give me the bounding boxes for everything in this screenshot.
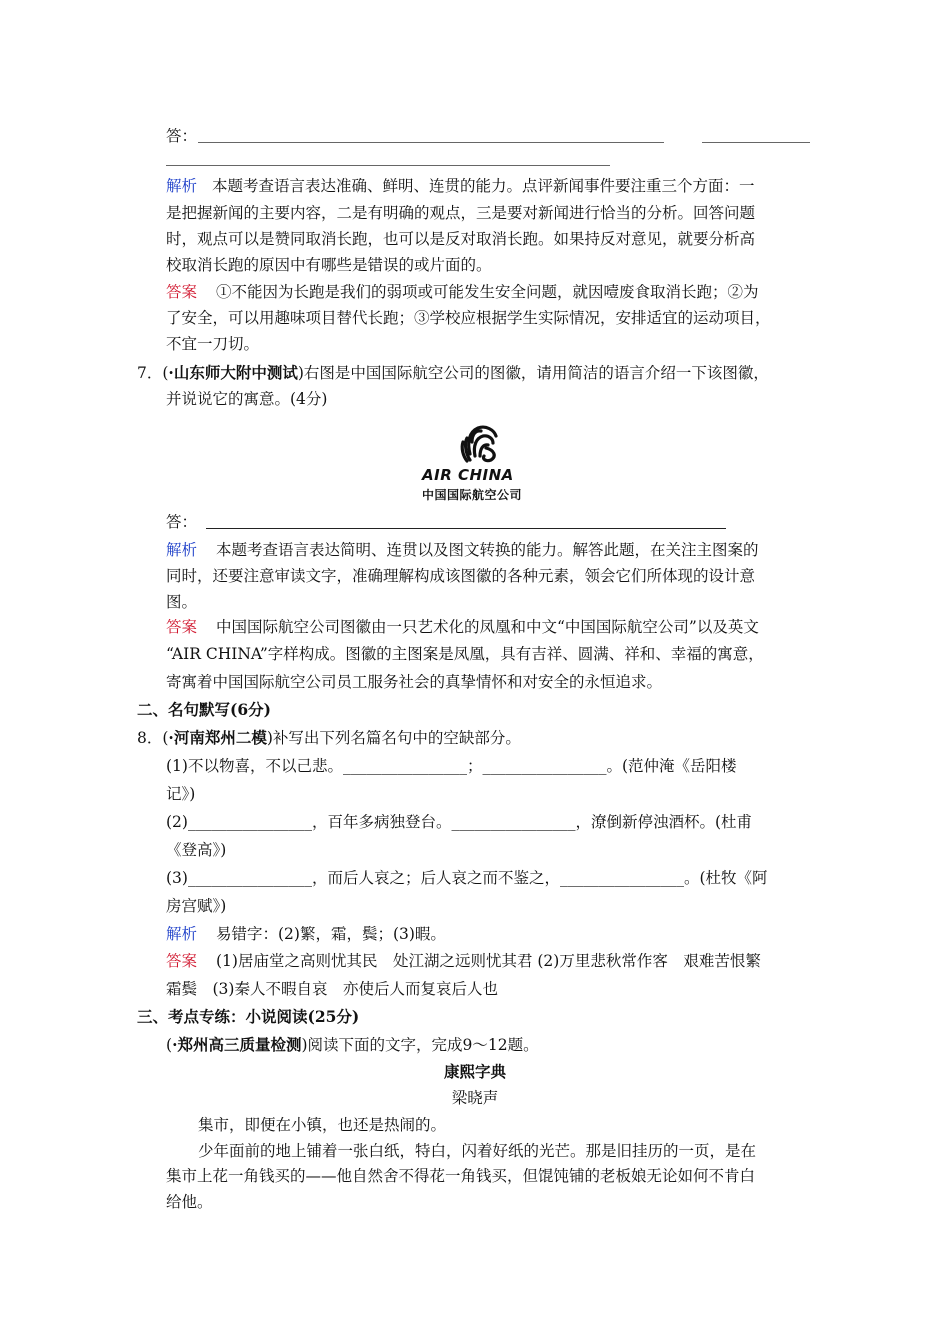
- key-text: “AIR CHINA”字样构成。图徽的主图案是凤凰，具有吉祥、圆满、祥和、幸福的寓意，: [166, 645, 764, 663]
- answer-line: [198, 142, 664, 143]
- key-text: 寄寓着中国国际航空公司员工服务社会的真挚情怀和对安全的永恒追求。: [166, 673, 663, 691]
- analysis-text: 图。: [166, 593, 198, 611]
- key-text: 霜鬓 (3)秦人不暇自哀 亦使后人而复哀后人也: [166, 980, 498, 998]
- key-label: 答案: [166, 618, 198, 636]
- question-source: ·河南郑州二模: [168, 728, 267, 747]
- item-1: (1)不以物喜，不以己悲。________________；________________。(范仲淹《岳阳楼: [166, 757, 737, 775]
- story-title: 康熙字典: [443, 1063, 506, 1081]
- section-heading: 三、考点专练：小说阅读(25分): [137, 1007, 360, 1026]
- story-paragraph: 给他。: [166, 1193, 213, 1211]
- air-china-logo: [420, 416, 535, 506]
- analysis-text: 本题考查语言表达准确、鲜明、连贯的能力。点评新闻事件要注重三个方面：一: [212, 177, 755, 195]
- question-number: 7．(: [137, 364, 169, 382]
- intro-source: ·郑州高三质量检测: [172, 1035, 302, 1054]
- question-stem: )补写出下列名篇名句中的空缺部分。: [266, 729, 521, 747]
- question-source: ·山东师大附中测试: [168, 363, 298, 382]
- section-heading: 二、名句默写(6分): [137, 700, 271, 719]
- analysis-text: 校取消长跑的原因中有哪些是错误的或片面的。: [166, 256, 492, 274]
- key-label: 答案: [166, 952, 198, 970]
- intro-prefix: (: [166, 1036, 173, 1054]
- answer-label: 答：: [166, 513, 198, 531]
- key-text: (1)居庙堂之高则忧其民 处江湖之远则忧其君 (2)万里悲秋常作客 艰难苦恨繁: [216, 952, 761, 970]
- analysis-text: 同时，还要注意审读文字，准确理解构成该图徽的各种元素，领会它们所体现的设计意: [166, 567, 756, 585]
- key-label: 答案: [166, 283, 198, 301]
- key-text: ①不能因为长跑是我们的弱项或可能发生安全问题，就因噎废食取消长跑；②为: [216, 283, 759, 301]
- key-text: 中国国际航空公司图徽由一只艺术化的凤凰和中文“中国国际航空公司”以及英文: [216, 618, 759, 636]
- item-2: (2)________________，百年多病独登台。________________，潦倒新停浊酒杯。(杜甫: [166, 813, 753, 831]
- key-text: 了安全，可以用趣味项目替代长跑；③学校应根据学生实际情况，安排适宜的运动项目，: [166, 309, 771, 327]
- answer-line: [206, 528, 726, 529]
- story-paragraph: 少年面前的地上铺着一张白纸，特白，闪着好纸的光芒。那是旧挂历的一页，是在: [198, 1142, 757, 1160]
- intro-text: )阅读下面的文字，完成9～12题。: [301, 1036, 539, 1054]
- analysis-label: 解析: [166, 177, 198, 195]
- question-8: [137, 728, 521, 748]
- answer-line: [166, 165, 610, 166]
- question-stem: 并说说它的寓意。(4分): [166, 390, 328, 408]
- item-1: 记》): [166, 785, 196, 803]
- item-2: 《登高》): [166, 841, 227, 859]
- question-7: [137, 363, 769, 383]
- answer-line: [702, 142, 810, 143]
- logo-en: AIR CHINA: [422, 466, 514, 484]
- analysis-text: 易错字：(2)繁，霜，鬓；(3)暇。: [216, 925, 446, 943]
- analysis-text: 时，观点可以是赞同取消长跑，也可以是反对取消长跑。如果持反对意见，就要分析高: [166, 230, 756, 248]
- story-author: 梁晓声: [451, 1089, 499, 1107]
- reading-intro: [166, 1035, 539, 1055]
- question-number: 8．(: [137, 729, 169, 747]
- analysis-text: 是把握新闻的主要内容，二是有明确的观点，三是要对新闻进行恰当的分析。回答问题: [166, 204, 756, 222]
- story-paragraph: 集市上花一角钱买的——他自然舍不得花一角钱买，但馄饨铺的老板娘无论如何不肯白: [166, 1167, 756, 1185]
- analysis-label: 解析: [166, 541, 198, 559]
- item-3: 房宫赋》): [166, 897, 227, 915]
- key-text: 不宜一刀切。: [166, 335, 260, 353]
- analysis-label: 解析: [166, 925, 198, 943]
- item-3: (3)________________，而后人哀之；后人哀之而不鉴之，________________。(杜牧《阿: [166, 869, 768, 887]
- answer-label: 答：: [166, 127, 198, 145]
- question-stem: )右图是中国国际航空公司的图徽，请用简洁的语言介绍一下该图徽，: [297, 364, 769, 382]
- analysis-text: 本题考查语言表达简明、连贯以及图文转换的能力。解答此题，在关注主图案的: [216, 541, 759, 559]
- logo-cn: 中国国际航空公司: [422, 488, 523, 502]
- story-paragraph: 集市，即便在小镇，也还是热闹的。: [198, 1116, 447, 1134]
